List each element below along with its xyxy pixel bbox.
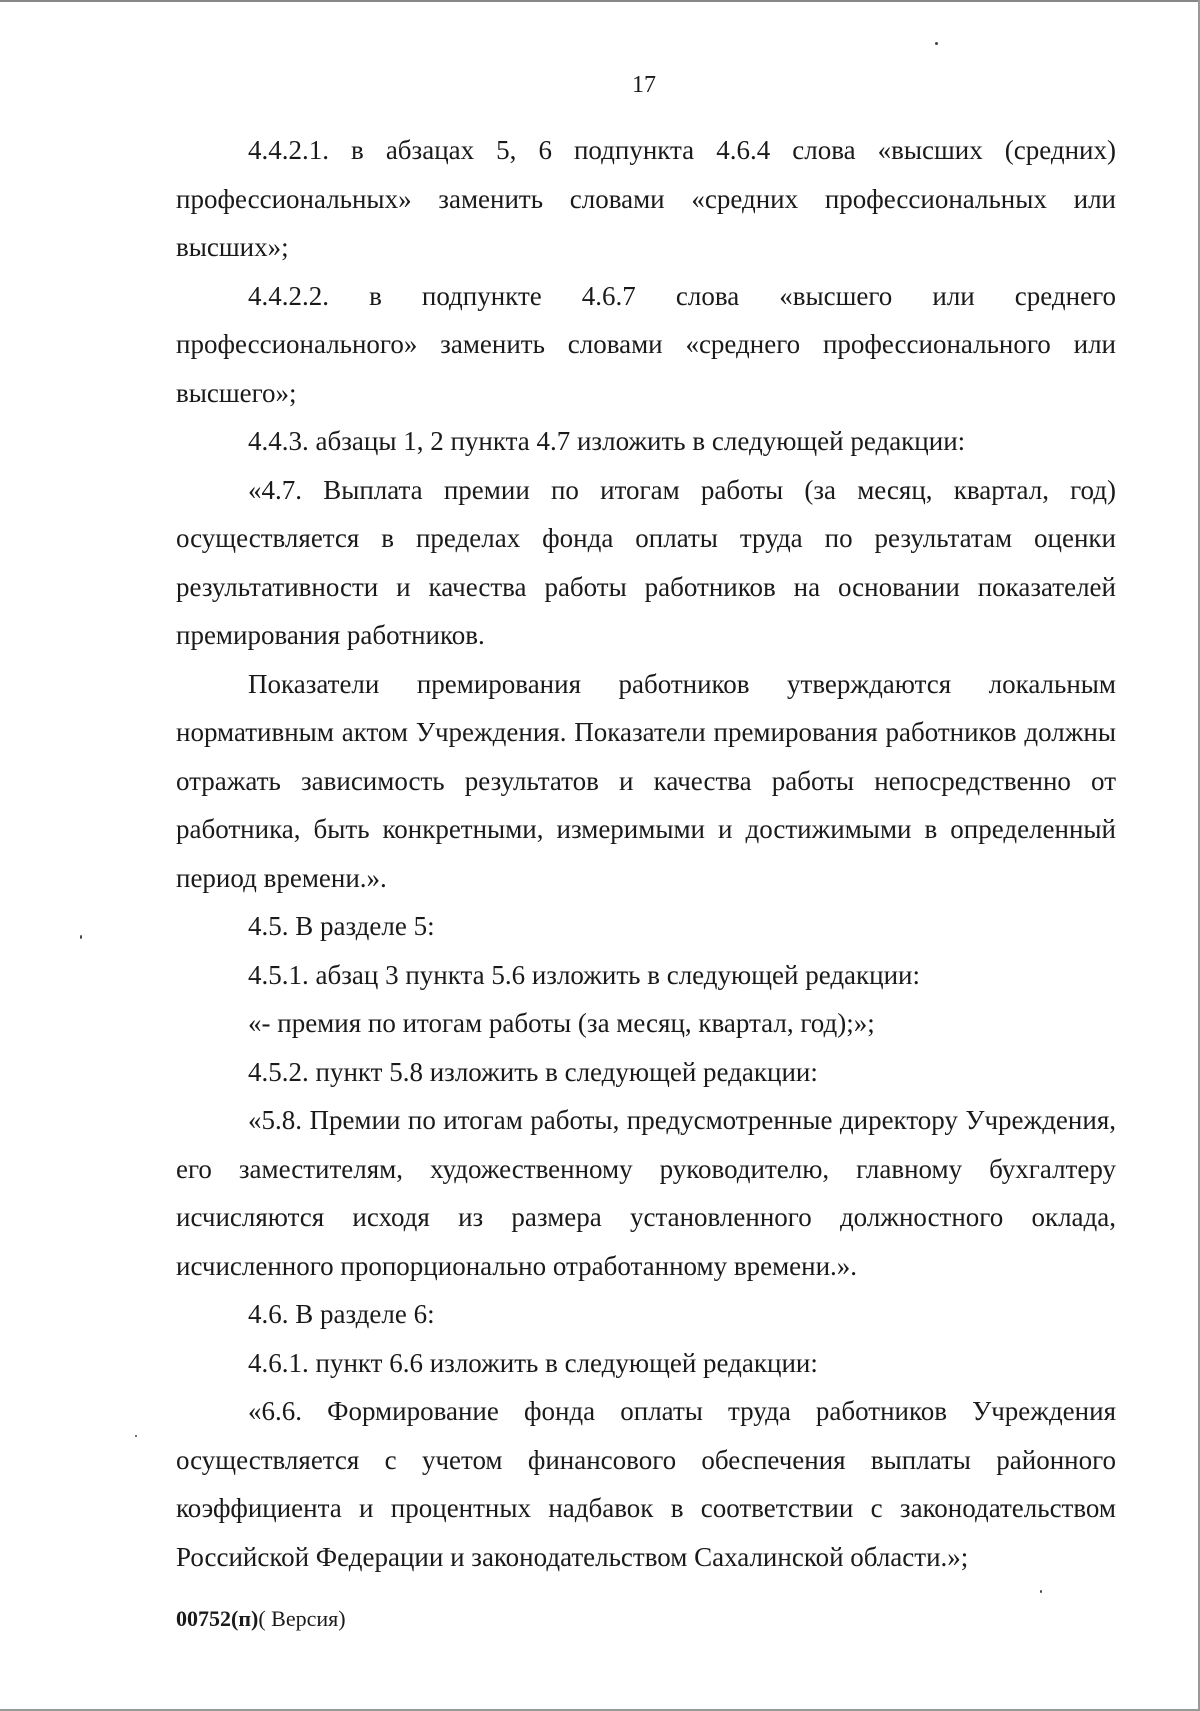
paragraph: 4.5. В разделе 5: [248,911,435,941]
paragraph: 4.4.3. абзацы 1, 2 пункта 4.7 изложить в следующей редакции: [248,426,966,456]
paragraph: 4.5.1. абзац 3 пункта 5.6 изложить в следующей редакции: [248,959,921,990]
scan-speck [1040,1590,1042,1593]
paragraph: 4.6. В разделе 6: [248,1299,435,1329]
paragraph: «5.8. Премии по итогам работы, предусмотренные директору Учреждения, его заместителям, художественному руководителю, главному бухгалтеру исчисляются исходя из размера установленного должностного оклада, исчисленного пропорционально отработанному времени.». [176,1105,1116,1281]
document-code [176,1606,346,1632]
paragraph: «6.6. Формирование фонда оплаты труда работников Учреждения осуществляется с учетом финансового обеспечения выплаты районного коэффициента и процентных надбавок в соответствии с законодательством Российской Федерации и законодательством Сахалинской области.»; [176,1396,1116,1572]
scan-speck [135,1435,137,1437]
paragraph: «- премия по итогам работы (за месяц, квартал, год);»; [248,1008,875,1038]
paragraph: «4.7. Выплата премии по итогам работы (за месяц, квартал, год) осуществляется в пределах фонда оплаты труда по результатам оценки результативности и качества работы работников на основании показателей премирования работников. [176,474,1116,650]
paragraph: 4.6.1. пункт 6.6 изложить в следующей редакции: [248,1347,818,1378]
paragraph: 4.5.2. пункт 5.8 изложить в следующей редакции: [248,1056,818,1087]
scan-edge-top [0,0,1200,2]
paragraph: 4.4.2.2. в подпункте 4.6.7 слова «высшего или среднего профессионального» заменить словами «среднего профессионального или высшего»; [176,280,1116,408]
document-body [176,126,1116,1581]
document-version-label: ( Версия) [258,1606,346,1631]
paragraph: 4.4.2.1. в абзацах 5, 6 подпункта 4.6.4 слова «высших (средних) профессиональных» заменить словами «средних профессиональных или высших»; [176,135,1116,262]
document-code-number: 00752(п) [176,1606,259,1631]
paragraph: Показатели премирования работников утверждаются локальным нормативным актом Учреждения. Показатели премирования работников должны отражать зависимость результатов и качества работы непосредственно от работника, быть конкретными, измеримыми и достижимыми в определенный период времени.». [176,668,1116,893]
page-number: 17 [632,72,656,98]
scan-speck [935,42,938,45]
scan-speck [80,935,82,939]
